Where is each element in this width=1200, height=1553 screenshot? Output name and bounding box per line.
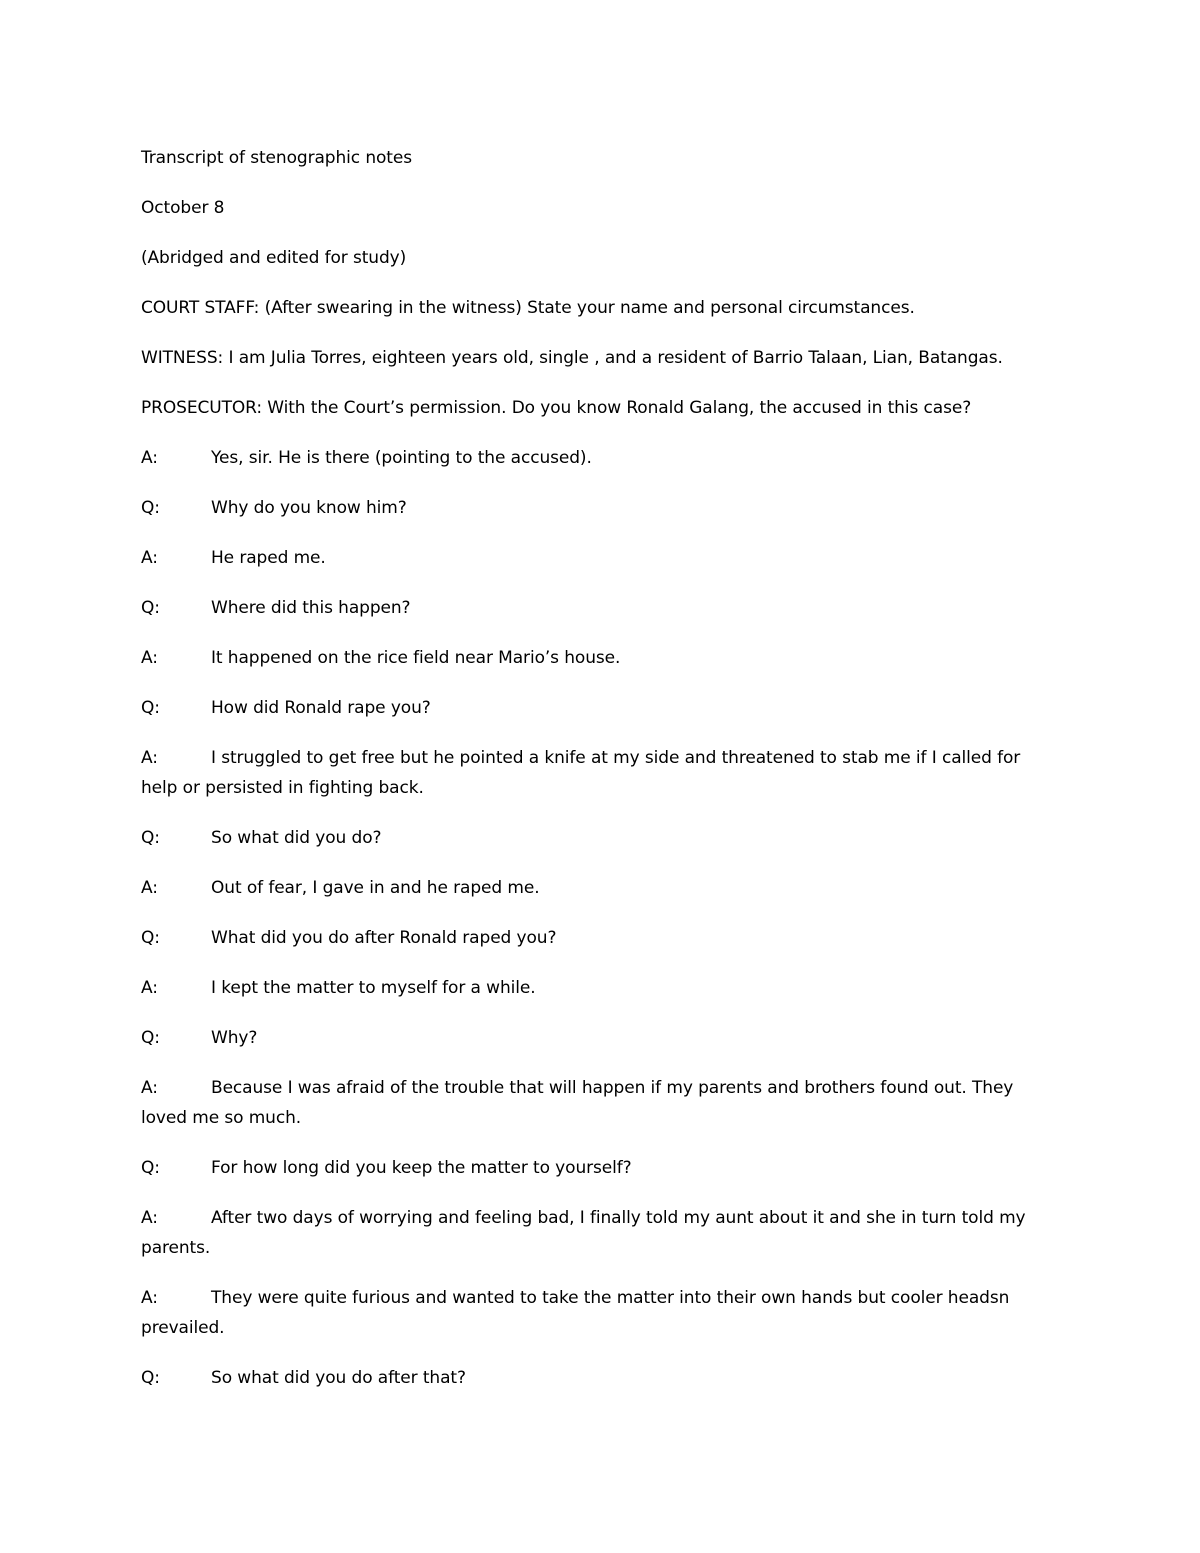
speaker-label: Q: <box>141 498 160 518</box>
exchange-question <box>141 693 1061 723</box>
document-title: Transcript of stenographic notes <box>141 148 412 168</box>
exchange-text: What did you do after Ronald raped you? <box>211 928 557 948</box>
exchange-answer <box>141 1283 1061 1343</box>
exchange-text: How did Ronald rape you? <box>211 698 431 718</box>
exchange-text: Yes, sir. He is there (pointing to the accused). <box>211 448 592 468</box>
exchange-text: For how long did you keep the matter to yourself? <box>211 1158 632 1178</box>
exchange-answer <box>141 543 1061 573</box>
speaker-label: Q: <box>141 1368 160 1388</box>
speaker-label: Q: <box>141 1028 160 1048</box>
speaker-label: A: <box>141 748 158 768</box>
speaker-label: Q: <box>141 928 160 948</box>
exchange-answer <box>141 1203 1061 1263</box>
exchange-text: Because I was afraid of the trouble that will happen if my parents and brothers found out. They loved me so much. <box>141 1078 1014 1128</box>
exchange-text: It happened on the rice field near Mario’s house. <box>211 648 621 668</box>
exchange-question <box>141 923 1061 953</box>
exchange-question <box>141 593 1061 623</box>
exchange-answer <box>141 443 1061 473</box>
intro-witness: WITNESS: I am Julia Torres, eighteen years old, single , and a resident of Barrio Talaan, Lian, Batangas. <box>141 348 1003 368</box>
exchange-text: After two days of worrying and feeling bad, I finally told my aunt about it and she in turn told my parents. <box>141 1208 1026 1258</box>
speaker-label: Q: <box>141 698 160 718</box>
exchange-question <box>141 1363 1061 1393</box>
exchange-text: So what did you do after that? <box>211 1368 466 1388</box>
exchange-text: He raped me. <box>211 548 326 568</box>
exchange-text: So what did you do? <box>211 828 382 848</box>
document-date: October 8 <box>141 198 225 218</box>
exchange-text: Why do you know him? <box>211 498 407 518</box>
exchange-text: I struggled to get free but he pointed a knife at my side and threatened to stab me if I called for help or persisted in fighting back. <box>141 748 1021 798</box>
speaker-label: Q: <box>141 828 160 848</box>
exchange-text: Why? <box>211 1028 258 1048</box>
exchange-text: Out of fear, I gave in and he raped me. <box>211 878 540 898</box>
speaker-label: A: <box>141 648 158 668</box>
exchange-text: Where did this happen? <box>211 598 411 618</box>
speaker-label: A: <box>141 1288 158 1308</box>
exchange-answer <box>141 743 1061 803</box>
exchange-answer <box>141 873 1061 903</box>
exchange-text: I kept the matter to myself for a while. <box>211 978 536 998</box>
speaker-label: Q: <box>141 1158 160 1178</box>
speaker-label: A: <box>141 1078 158 1098</box>
speaker-label: A: <box>141 1208 158 1228</box>
speaker-label: A: <box>141 978 158 998</box>
exchange-answer <box>141 643 1061 673</box>
document-body <box>141 143 1061 1413</box>
intro-court-staff: COURT STAFF: (After swearing in the witness) State your name and personal circumstances. <box>141 298 915 318</box>
exchange-answer <box>141 973 1061 1003</box>
exchange-question <box>141 823 1061 853</box>
speaker-label: A: <box>141 448 158 468</box>
intro-prosecutor: PROSECUTOR: With the Court’s permission. Do you know Ronald Galang, the accused in this case? <box>141 398 972 418</box>
exchange-question <box>141 493 1061 523</box>
document-note: (Abridged and edited for study) <box>141 248 407 268</box>
exchange-answer <box>141 1073 1061 1133</box>
speaker-label: A: <box>141 548 158 568</box>
speaker-label: Q: <box>141 598 160 618</box>
exchange-text: They were quite furious and wanted to take the matter into their own hands but cooler headsn prevailed. <box>141 1288 1010 1338</box>
exchange-question <box>141 1023 1061 1053</box>
exchange-question <box>141 1153 1061 1183</box>
speaker-label: A: <box>141 878 158 898</box>
